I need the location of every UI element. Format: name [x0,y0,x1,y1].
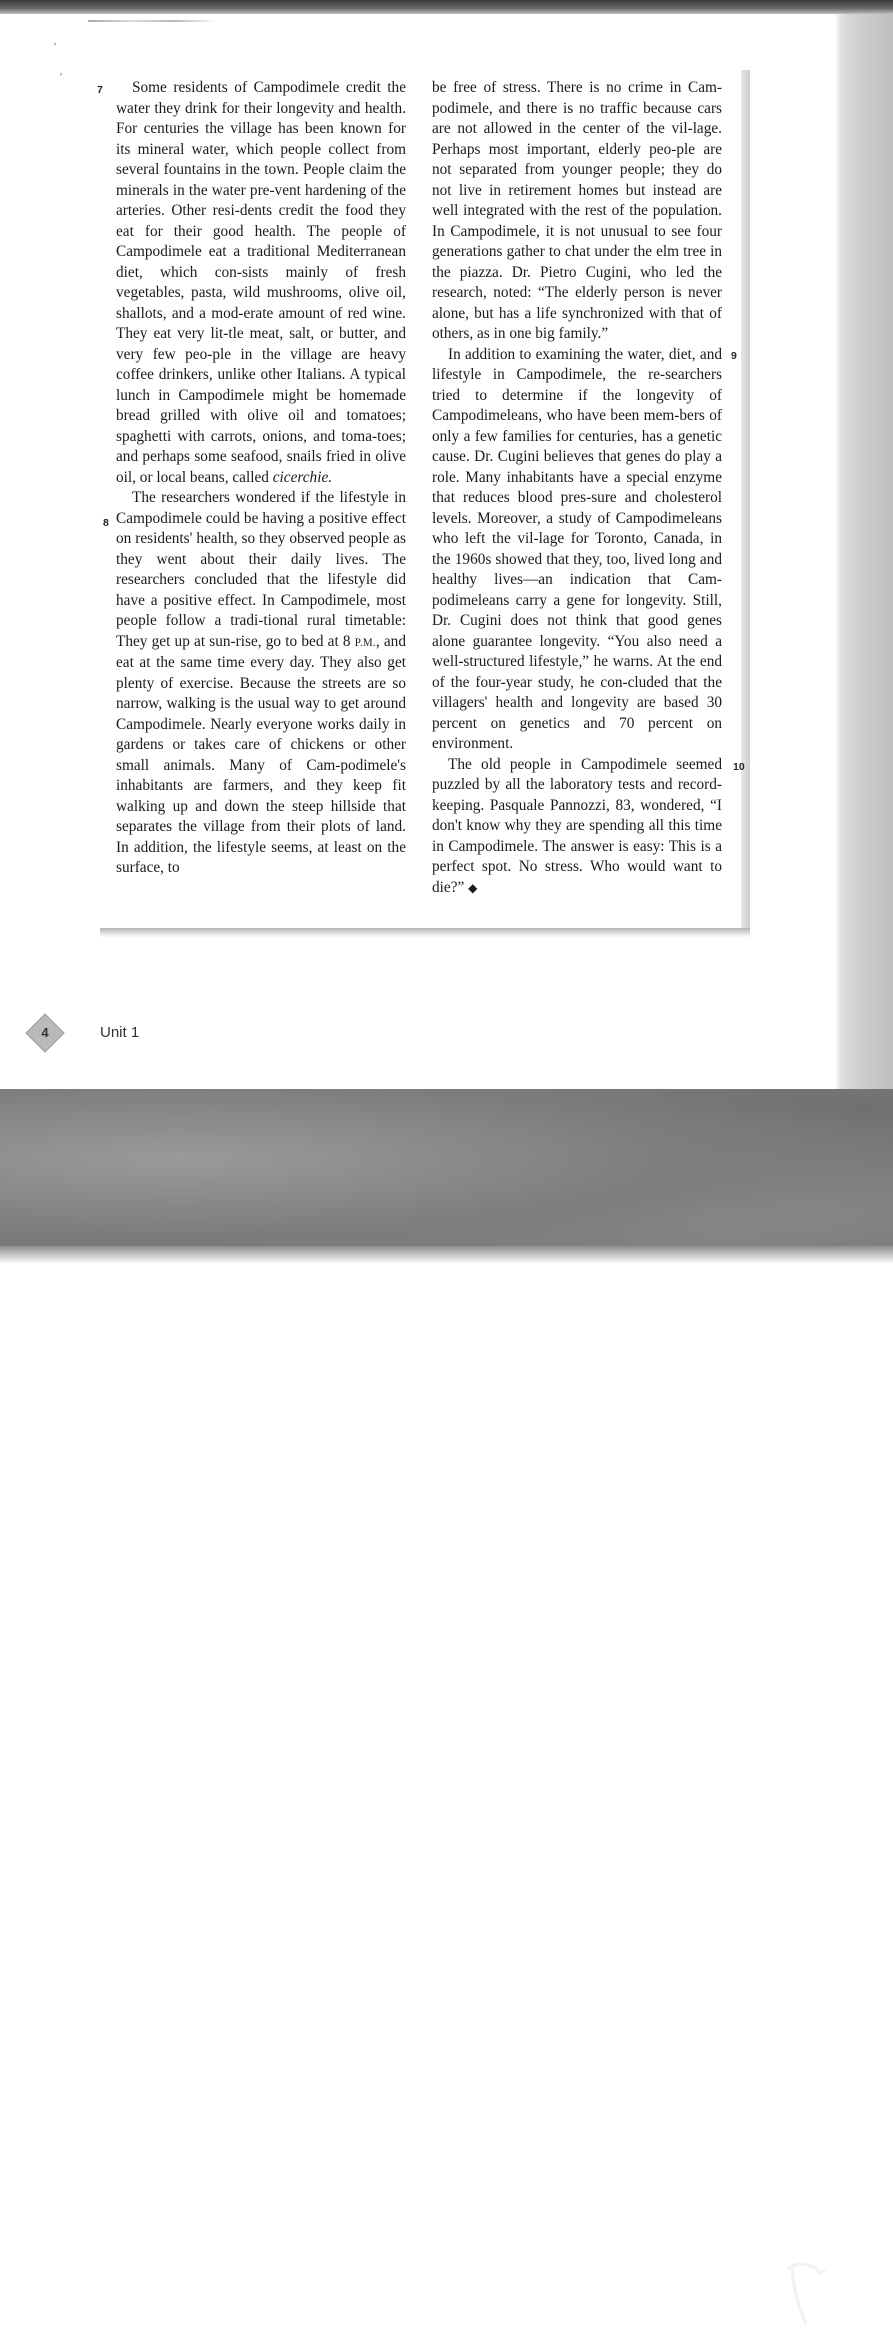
text-line: Some residents of Campodimele credit [132,79,381,96]
paragraph-7 [116,78,406,488]
text-line: People claim the minerals in the water pre- [116,161,407,199]
text-line: time every day. They also get plenty of [116,654,406,692]
scan-mark: ′ [60,72,62,83]
paragraph-8 [116,488,406,879]
text-line: At the end of the four-year study, he con- [432,653,722,691]
text-line: Still, Dr. Cugini does not think that good [432,591,723,629]
text-line: tle meat, salt, or butter, and very few peo- [116,325,407,363]
text-line: In addition to examining the water, diet, [448,345,696,363]
text-line: lage for Toronto, Canada, in the 1960s [432,530,722,568]
end-mark-icon: ◆ [468,880,478,895]
paragraph-number-8: 8 [103,517,109,529]
paragraph-9 [432,345,722,755]
text-line: daily lives. The researchers concluded that [116,550,406,588]
scan-mark: ′ [54,42,56,53]
text-line: instead are well integrated with the rest of [432,181,722,219]
page-number-badge [24,1012,66,1054]
paragraph-number-10: 10 [733,761,745,773]
text-line: toes; and perhaps some seafood, snails [116,427,406,465]
text-line: ple in the village are heavy coffee drinkers, [116,345,406,383]
text-line: The researchers wondered if the lifestyle [132,489,389,506]
text-line: known for its mineral water, which people [116,120,406,158]
text-line: exercise. Because the streets are so narrow, [116,674,406,712]
text-line: rise, go to bed at 8 [235,632,355,650]
text-line: dents credit the food they eat for their good [116,202,406,240]
text-line: the population. In Campodimele, it is not [432,202,722,240]
text-line: a special enzyme that reduces blood pres- [432,468,722,506]
text-line: lage. Perhaps most important, elderly peo- [432,120,722,158]
paragraph-10 [432,755,722,899]
text-line: stress. Who would want to die?” [432,858,722,896]
text-line: and lifestyle in Campodimele, the re- [432,345,723,383]
text-line: podimeleans carry a gene for longevity. [432,591,687,609]
text-line: wondered, “I don't know why they are [432,796,722,834]
text-line: podimele, and there is no traffic because [432,99,692,117]
left-column [116,78,406,879]
text-line: Campodimele might be homemade bread [116,386,406,424]
text-line: they do not live in retirement homes but [432,161,722,199]
text-line: a life synchronized with that of others, as [432,304,722,342]
text-line: Pietro Cugini, who led the research, noted: [432,263,723,301]
text-line: “The elderly person is never alone, but has [432,284,722,322]
text-line: podimele's inhabitants are farmers, and [116,756,406,794]
unit-label: Unit 1 [100,1024,140,1041]
text-line: collect from several fountains in the town. [116,140,407,178]
text-line: genes do play a role. Many inhabitants have [432,448,722,486]
text-line: has a genetic cause. Dr. Cugini believes that [432,427,723,465]
text-line: tional rural timetable: They get up at sun- [116,612,406,650]
text-line: in one big family.” [493,325,609,342]
text-line: ple are not separated from younger people; [432,140,723,178]
right-column [432,78,722,898]
text-line: need a well-structured lifestyle,” he warns. [432,632,722,670]
text-line: from their plots of land. In addition, the [116,818,406,856]
text-line: unlike other Italians. A typical lunch in [116,366,407,404]
text-line: the water they drink for their longevity and [116,79,406,117]
scan-dark-background [0,1089,893,1264]
text-line: health. The people of Campodimele eat a [116,222,407,260]
text-line: longevity are based 30 percent on genetics [432,694,722,732]
scan-top-edge [0,0,893,14]
frame-shadow-bottom [100,928,750,938]
text-line: answer is easy: This is a perfect spot. No [432,837,722,875]
text-line: chat under the elm tree in the piazza. Dr. [432,243,722,281]
text-line: spending all this time in Campodimele. The [432,817,722,855]
text-line: Campodimele, most people follow a tradi- [116,591,407,629]
text-line: study of Campodimeleans who left the vil- [432,509,723,547]
text-line: erate amount of red wine. They eat very lit- [116,304,406,342]
frame-shadow-right [741,70,750,932]
text-line: grilled with olive oil and tomatoes; [160,407,407,424]
text-line: Campodimele. Nearly everyone works [116,715,355,733]
text-line: puzzled by all the laboratory tests and [432,776,673,793]
text-line: showed that they, too, lived long and [495,550,723,568]
text-line: of Campodimeleans, who have been mem- [432,386,722,424]
scan-right-edge [835,14,893,1089]
text-line: observed people as they went about their [116,530,407,568]
scan-artifact-line [88,20,218,22]
text-line: healthy lives—an indication that Cam- [432,571,722,588]
text-line: bers of only a few families for centuries, [432,407,722,445]
time-abbreviation: P.M. [354,636,376,649]
text-line: sure and cholesterol levels. Moreover, a [432,489,722,527]
text-line: genes alone guarantee longevity. “You also [432,612,723,650]
text-line: steep hillside that separates the village [116,797,406,835]
text-line: walking is the usual way to get around [166,695,407,712]
paragraph-8-continued [432,78,722,345]
page-number: 4 [41,1025,49,1040]
text-line: fried in olive oil, or local beans, called [116,448,407,486]
text-line: the lifestyle did have a positive effect. In [116,571,406,609]
text-line: they keep fit walking up and down the [116,777,406,815]
text-line: , and eat at the same [116,632,406,671]
text-line: traditional Mediterranean diet, which con- [116,243,406,281]
text-line: effect on residents' health, so they [116,509,406,547]
italic-term: cicerchie. [272,468,333,486]
paragraph-number-9: 9 [731,350,737,362]
text-line: be free of stress. There is no crime in Cam- [432,79,722,96]
text-line: vent hardening of the arteries. Other resi- [116,181,406,219]
text-line: unusual to see four generations gather to [432,222,722,260]
text-line: cars are not allowed in the center of the vil- [432,99,723,137]
text-line: in Campodimele could be having a positive [116,489,407,527]
text-line: spaghetti with carrots, onions, and toma- [116,427,378,445]
text-line: sists mainly of fresh vegetables, pasta, wild [116,263,406,301]
text-line: health. For centuries the village has been [116,99,407,137]
text-line: or other small animals. Many of Cam- [116,736,407,774]
text-line: lifestyle seems, at least on the surface, to [116,838,406,876]
paragraph-number-7: 7 [97,84,103,96]
text-line: mushrooms, olive oil, shallots, and a mod- [116,284,406,322]
text-line: The old people in Campodimele seemed [448,755,722,773]
text-line: cluded that the villagers' health and [432,673,722,711]
text-line: record-keeping. Pasquale Pannozzi, 83, [432,776,722,814]
text-line: daily in gardens or takes care of chickens [116,715,406,753]
text-line: searchers tried to determine if the longevity [432,366,722,404]
text-line: and 70 percent on environment. [432,714,722,752]
clip-hook-icon [782,2259,828,2329]
